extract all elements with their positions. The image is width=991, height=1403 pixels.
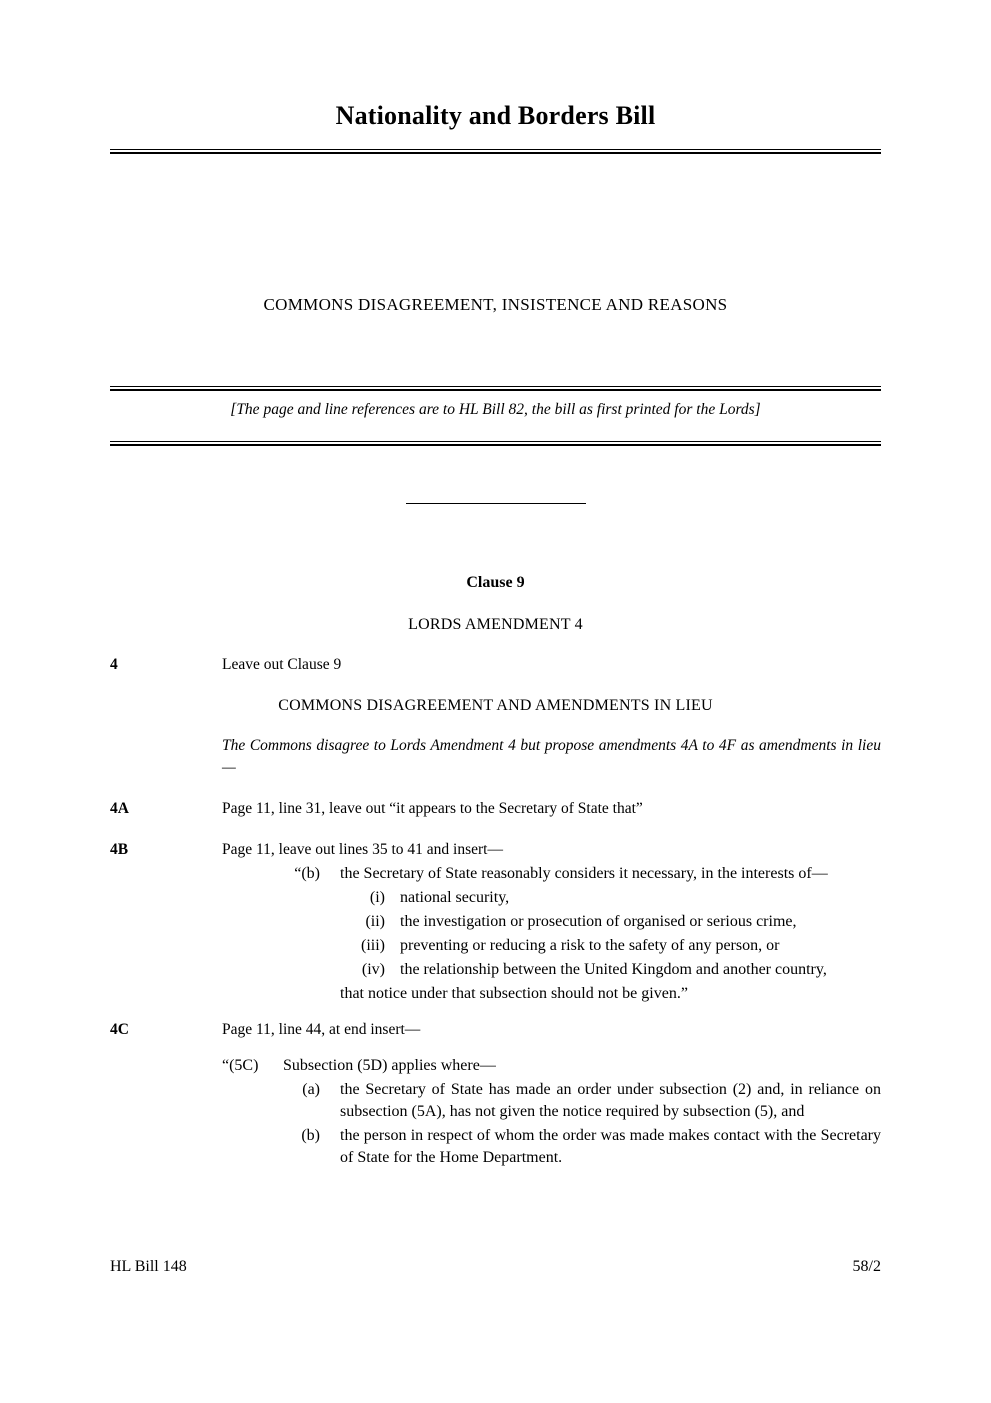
amendment-text: Page 11, line 31, leave out “it appears to the Secretary of State that” <box>222 799 643 817</box>
section-divider <box>110 494 881 512</box>
sub-item-marker: (b) <box>301 1126 320 1144</box>
rule-line-thick <box>110 444 881 446</box>
rule-line-thick <box>110 152 881 154</box>
sub-item-text: the investigation or prosecution of organised or serious crime, <box>400 912 797 930</box>
footer-page-number: 58/2 <box>852 1258 881 1275</box>
amendment-number: 4A <box>110 799 129 817</box>
sub-paragraph-closing: that notice under that subsection should not be given.” <box>340 985 688 1003</box>
sub-item-marker: (a) <box>302 1080 320 1098</box>
sub-item <box>365 911 881 933</box>
sub-item-marker: (iii) <box>361 936 385 954</box>
clause-heading: Clause 9 <box>466 573 525 591</box>
amendment-number: 4 <box>110 655 118 673</box>
amendment-text: Page 11, line 44, at end insert— <box>222 1021 421 1039</box>
sub-paragraph-text: Subsection (5D) applies where— <box>283 1056 496 1074</box>
sub-item-marker: (ii) <box>365 912 385 930</box>
lords-amendment-heading: LORDS AMENDMENT 4 <box>408 615 583 633</box>
intro-text: The Commons disagree to Lords Amendment 4 but propose amendments 4A to 4F as amendments in lieu— <box>222 737 881 776</box>
amendment-text: Page 11, leave out lines 35 to 41 and insert— <box>222 841 503 859</box>
intro-row <box>110 735 881 778</box>
footer-bill-number: HL Bill 148 <box>110 1258 187 1275</box>
amendment-row <box>110 654 881 675</box>
amendment-row <box>110 839 881 860</box>
divider-line <box>406 503 586 504</box>
sub-item-text: the relationship between the United Kingdom and another country, <box>400 961 827 979</box>
document-content <box>110 0 881 1169</box>
sub-item <box>301 1125 881 1169</box>
note-block <box>110 386 881 446</box>
sub-paragraph-text: the Secretary of State reasonably considers it necessary, in the interests of— <box>340 864 828 882</box>
sub-item-text: preventing or reducing a risk to the safety of any person, or <box>400 936 780 954</box>
sub-item-text: the Secretary of State has made an order under subsection (2) and, in reliance on subsection (5A), has not given the notice required by subsection (5), and <box>340 1080 881 1120</box>
section-heading: COMMONS DISAGREEMENT, INSISTENCE AND REASONS <box>263 294 728 314</box>
page-title: Nationality and Borders Bill <box>335 101 656 130</box>
amendment-number: 4B <box>110 841 129 859</box>
amendment-row <box>110 798 881 819</box>
amendment-number: 4C <box>110 1021 129 1039</box>
sub-item <box>361 959 881 981</box>
amendment-text: Leave out Clause 9 <box>222 655 342 673</box>
note-rule-bottom <box>110 441 881 446</box>
sub-item <box>361 935 881 957</box>
sub-paragraph-5c <box>222 1055 881 1077</box>
sub-paragraph-b <box>294 863 881 885</box>
sub-item-marker: (iv) <box>361 961 385 979</box>
sub-item-text: the person in respect of whom the order was made makes contact with the Secretary of State for the Home Department. <box>340 1126 881 1166</box>
amendment-row <box>110 1019 881 1040</box>
page-footer <box>110 1258 881 1276</box>
sub-item <box>369 887 881 909</box>
title-rule <box>110 149 881 154</box>
in-lieu-heading: COMMONS DISAGREEMENT AND AMENDMENTS IN LIEU <box>278 697 713 715</box>
sub-paragraph-marker: “(5C) <box>222 1056 259 1074</box>
sub-item-marker: (i) <box>369 888 385 906</box>
sub-item-text: national security, <box>400 888 510 906</box>
sub-paragraph-marker: “(b) <box>294 864 320 882</box>
sub-item <box>302 1079 881 1123</box>
reference-note: [The page and line references are to HL Bill 82, the bill as first printed for the Lords] <box>230 400 761 418</box>
